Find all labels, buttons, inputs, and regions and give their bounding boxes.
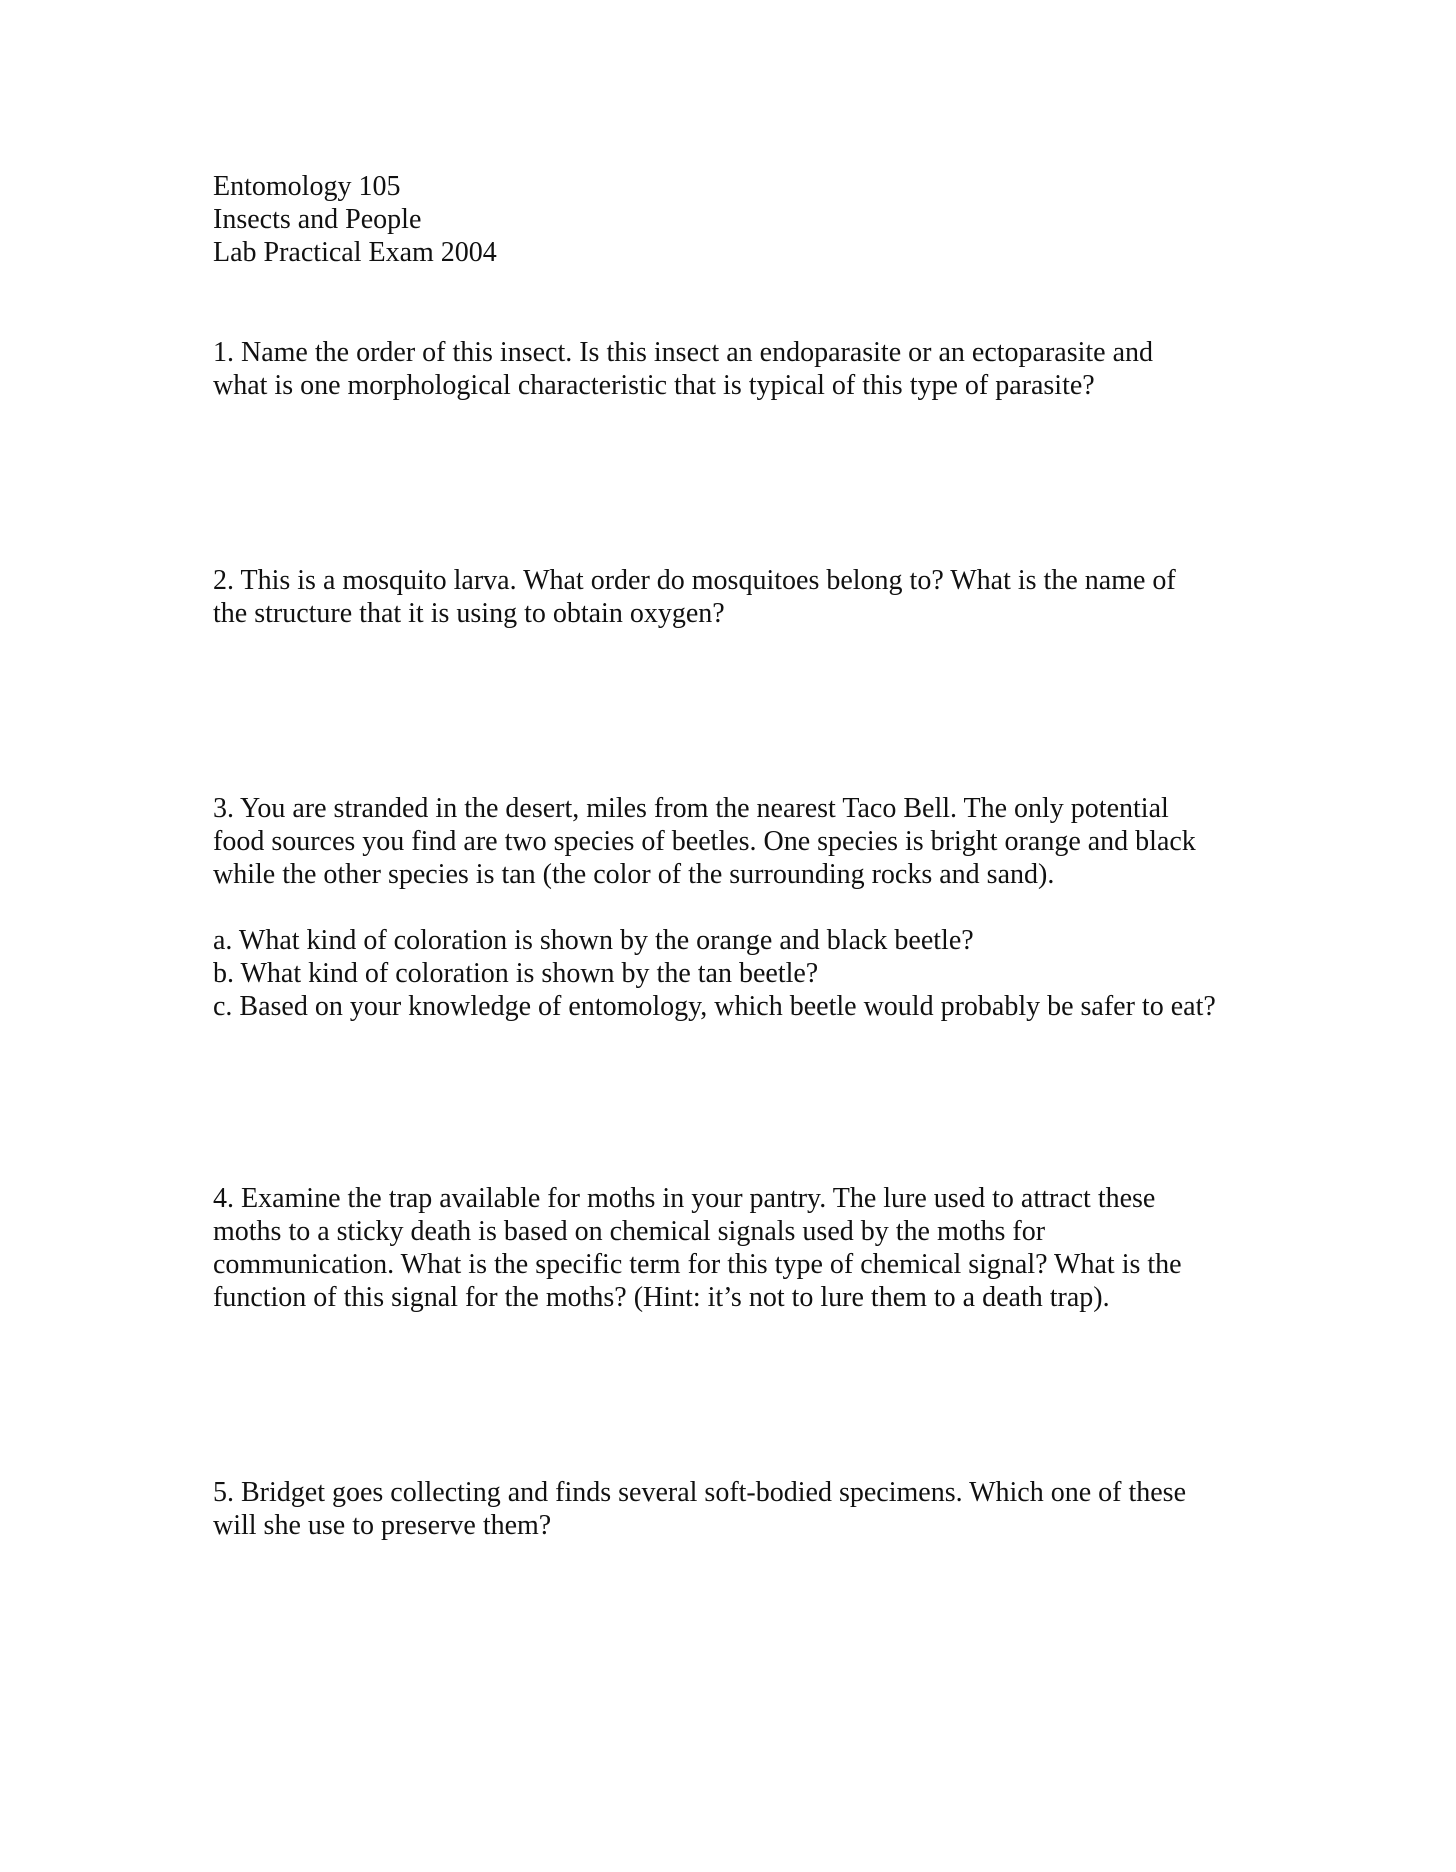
question-3-sub-a: a. What kind of coloration is shown by the orange and black beetle? bbox=[213, 925, 974, 956]
question-5-line-2: will she use to preserve them? bbox=[213, 1510, 552, 1541]
question-3-sub-c: c. Based on your knowledge of entomology, which beetle would probably be safer to eat? bbox=[213, 991, 1216, 1022]
question-3-line-1: 3. You are stranded in the desert, miles from the nearest Taco Bell. The only potential bbox=[213, 793, 1169, 824]
course-subtitle: Insects and People bbox=[213, 204, 422, 235]
question-3-line-2: food sources you find are two species of beetles. One species is bright orange and black bbox=[213, 826, 1196, 857]
question-3-subquestions bbox=[213, 924, 1253, 1023]
question-1-line-2: what is one morphological characteristic that is typical of this type of parasite? bbox=[213, 370, 1095, 401]
question-4-line-2: moths to a sticky death is based on chemical signals used by the moths for bbox=[213, 1216, 1046, 1247]
question-4-line-3: communication. What is the specific term for this type of chemical signal? What is the bbox=[213, 1249, 1182, 1280]
question-4-line-4: function of this signal for the moths? (Hint: it’s not to lure them to a death trap). bbox=[213, 1282, 1110, 1313]
question-5-line-1: 5. Bridget goes collecting and finds several soft-bodied specimens. Which one of these bbox=[213, 1477, 1186, 1508]
exam-header bbox=[213, 170, 1253, 269]
question-3-sub-b: b. What kind of coloration is shown by the tan beetle? bbox=[213, 958, 819, 989]
question-3 bbox=[213, 792, 1253, 1023]
question-4 bbox=[213, 1182, 1253, 1314]
question-1 bbox=[213, 336, 1253, 402]
question-2 bbox=[213, 564, 1253, 630]
question-4-line-1: 4. Examine the trap available for moths in your pantry. The lure used to attract these bbox=[213, 1183, 1156, 1214]
question-3-line-3: while the other species is tan (the color of the surrounding rocks and sand). bbox=[213, 859, 1055, 890]
question-5 bbox=[213, 1476, 1253, 1542]
question-1-line-1: 1. Name the order of this insect. Is this insect an endoparasite or an ectoparasite and bbox=[213, 337, 1154, 368]
exam-title: Lab Practical Exam 2004 bbox=[213, 237, 497, 268]
question-2-line-2: the structure that it is using to obtain oxygen? bbox=[213, 598, 725, 629]
question-2-line-1: 2. This is a mosquito larva. What order do mosquitoes belong to? What is the name of bbox=[213, 565, 1176, 596]
course-title: Entomology 105 bbox=[213, 171, 401, 202]
